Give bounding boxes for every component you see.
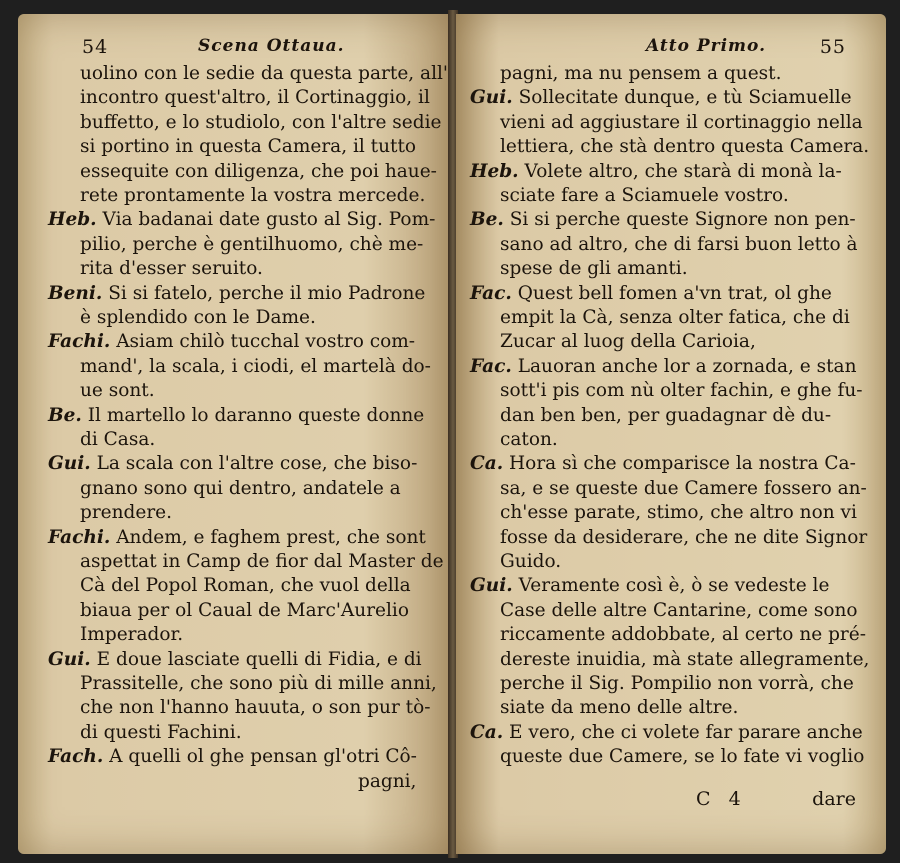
text-line <box>80 355 431 379</box>
left-running-head: Scena Ottaua. <box>198 36 345 56</box>
right-page-header <box>496 36 856 62</box>
line-text: Quest bell fomen a'vn trat, ol ghe <box>517 282 832 304</box>
text-line <box>80 379 155 403</box>
text-line <box>80 86 430 110</box>
speaker-label: Heb. <box>48 209 97 231</box>
speaker-label: Beni. <box>48 282 103 304</box>
text-line <box>48 404 424 428</box>
text-line <box>500 62 781 86</box>
text-line <box>500 477 867 501</box>
line-text: Imperador. <box>80 624 184 646</box>
line-text: empit la Cà, senza olter fatica, che di <box>500 307 850 328</box>
text-line <box>80 428 155 452</box>
text-line <box>500 501 857 525</box>
speaker-label: Fach. <box>48 746 104 768</box>
line-text: pagni, ma nu pensem a quest. <box>500 63 782 84</box>
text-line <box>470 160 842 184</box>
speaker-label: Gui. <box>48 648 91 670</box>
line-text: Volete altro, che starà di monà la- <box>524 160 842 182</box>
line-text: Cà del Popol Roman, che vuol della <box>80 575 411 597</box>
speaker-label: Ca. <box>470 453 504 475</box>
speaker-label: Gui. <box>48 453 91 475</box>
speaker-label: Gui. <box>470 87 513 109</box>
line-text: spese de gli amanti. <box>500 258 688 280</box>
line-text: sano ad altro, che di farsi buon letto à <box>500 233 858 255</box>
text-line <box>500 257 688 281</box>
catchword: dare <box>812 788 856 810</box>
line-text: Si si perche queste Signore non pen- <box>509 209 856 231</box>
text-line <box>500 379 862 403</box>
line-text: Zucar al luog della Carioia, <box>500 331 756 353</box>
text-line <box>500 330 756 354</box>
text-line <box>80 62 448 86</box>
text-line <box>80 672 437 696</box>
text-line <box>80 696 431 720</box>
line-text: di questi Fachini. <box>80 721 242 743</box>
line-text: è splendido con le Dame. <box>80 307 316 328</box>
line-text: A quelli ol ghe pensan gl'otri Cô- <box>109 746 417 768</box>
line-text: Si si fatelo, perche il mio Padrone <box>108 282 426 304</box>
text-line <box>80 184 425 208</box>
text-line <box>80 477 401 501</box>
text-line <box>500 135 869 159</box>
text-line <box>48 526 426 550</box>
speaker-label: Be. <box>470 209 504 231</box>
line-text: ch'esse parate, stimo, che altro non vi <box>500 502 857 524</box>
text-line <box>48 282 425 306</box>
line-text: Lauoran anche lor a zornada, e stan <box>517 355 857 377</box>
text-line <box>500 184 789 208</box>
speaker-label: Heb. <box>470 160 519 182</box>
line-text: incontro quest'altro, il Cortinaggio, il <box>80 87 430 109</box>
line-text: Via badanai date gusto al Sig. Pom- <box>102 209 436 231</box>
text-line <box>80 257 263 281</box>
speaker-label: Fachi. <box>48 331 111 353</box>
text-line <box>500 672 854 696</box>
line-text: dereste inuidia, mà state allegramente, <box>500 648 870 670</box>
text-line <box>80 111 441 135</box>
signature-mark: C 4 <box>696 788 747 810</box>
line-text: E doue lasciate quelli di Fidia, e di <box>96 648 422 670</box>
left-page-header <box>58 36 420 62</box>
text-line <box>500 233 858 257</box>
text-line <box>48 330 415 354</box>
line-text: Case delle altre Cantarine, come sono <box>500 599 858 621</box>
line-text: ue sont. <box>80 380 155 402</box>
line-text: caton. <box>500 429 558 450</box>
line-text: riccamente addobbate, al certo ne pré- <box>500 624 866 646</box>
text-line <box>500 428 558 452</box>
line-text: Hora sì che comparisce la nostra Ca- <box>509 453 856 475</box>
text-line <box>48 452 417 476</box>
line-text: si portino in questa Camera, il tutto <box>80 136 417 158</box>
right-running-head: Atto Primo. <box>646 36 766 56</box>
line-text: Sollecitate dunque, e tù Sciamuelle <box>518 87 852 109</box>
left-page-number: 54 <box>82 36 109 58</box>
line-text: vieni ad aggiustare il cortinaggio nella <box>500 111 863 133</box>
text-line <box>48 648 422 672</box>
line-text: La scala con l'altre cose, che biso- <box>96 453 418 475</box>
text-line <box>80 135 416 159</box>
line-text: sa, e se queste due Camere fossero an- <box>500 477 867 499</box>
line-text: biaua per ol Caual de Marc'Aurelio <box>80 599 409 621</box>
text-line <box>500 623 866 647</box>
line-text: fosse da desiderare, che ne dite Signor <box>500 526 868 548</box>
text-line <box>80 233 423 257</box>
text-line <box>80 599 409 623</box>
text-line <box>500 526 867 550</box>
line-text: Asiam chilò tucchal vostro com- <box>116 331 416 353</box>
line-text: pilio, perche è gentilhuomo, chè me- <box>80 233 424 255</box>
line-text: pagni, <box>358 770 417 792</box>
text-line <box>80 574 411 598</box>
line-text: Veramente così è, ò se vedeste le <box>518 575 830 597</box>
text-line <box>80 623 183 647</box>
line-text: E vero, che ci volete far parare anche <box>509 721 863 743</box>
text-line <box>470 208 856 232</box>
text-line <box>80 306 316 330</box>
line-text: Il martello lo daranno queste donne <box>87 404 425 426</box>
speaker-label: Be. <box>48 404 82 426</box>
line-text: che non l'hanno hauuta, o son pur tò- <box>80 697 431 719</box>
speaker-label: Ca. <box>470 721 504 743</box>
line-text: rete prontamente la vostra mercede. <box>80 185 426 206</box>
line-text: buffetto, e lo studiolo, con l'altre sedie <box>80 111 442 133</box>
speaker-label: Fachi. <box>48 526 111 548</box>
speaker-label: Gui. <box>470 575 513 597</box>
line-text: aspettat in Camp de fior dal Master de <box>80 551 444 572</box>
text-line <box>80 160 437 184</box>
text-line <box>48 745 417 769</box>
line-text: mand', la scala, i ciodi, el martelà do- <box>80 355 431 377</box>
text-line <box>500 550 561 574</box>
line-text: gnano sono qui dentro, andatele a <box>80 477 401 499</box>
line-text: perche il Sig. Pompilio non vorrà, che <box>500 673 854 694</box>
line-text: dan ben ben, per guadagnar dè du- <box>500 404 832 426</box>
text-line <box>80 550 444 574</box>
text-line <box>500 745 864 769</box>
text-line <box>80 501 172 525</box>
text-line <box>358 770 416 794</box>
text-line <box>500 111 863 135</box>
left-page <box>18 14 450 854</box>
text-line <box>470 452 856 476</box>
text-line <box>500 599 858 623</box>
line-text: queste due Camere, se lo fate vi voglio <box>500 746 865 768</box>
text-line <box>500 648 869 672</box>
line-text: rita d'esser seruito. <box>80 258 263 280</box>
line-text: Guido. <box>500 551 562 572</box>
line-text: uolino con le sedie da questa parte, all' <box>80 63 448 84</box>
line-text: di Casa. <box>80 429 156 450</box>
speaker-label: Fac. <box>470 355 512 377</box>
text-line <box>80 721 242 745</box>
text-line <box>470 721 863 745</box>
text-line <box>500 404 831 428</box>
text-line <box>470 282 832 306</box>
text-line <box>470 86 852 110</box>
line-text: essequite con diligenza, che poi haue- <box>80 160 437 182</box>
right-page <box>456 14 886 854</box>
line-text: siate da meno delle altre. <box>500 697 739 719</box>
text-line <box>500 306 850 330</box>
text-line <box>500 696 738 720</box>
line-text: sciate fare a Sciamuele vostro. <box>500 185 789 206</box>
text-line <box>470 355 857 379</box>
text-line <box>48 208 435 232</box>
line-text: sott'i pis com nù olter fachin, e ghe fu- <box>500 380 863 402</box>
line-text: lettiera, che stà dentro questa Camera. <box>500 136 870 158</box>
line-text: prendere. <box>80 502 173 524</box>
right-page-number: 55 <box>819 36 846 58</box>
line-text: Andem, e faghem prest, che sont <box>116 526 426 548</box>
line-text: Prassitelle, che sono più di mille anni, <box>80 673 437 694</box>
text-line <box>470 574 829 598</box>
speaker-label: Fac. <box>470 282 512 304</box>
